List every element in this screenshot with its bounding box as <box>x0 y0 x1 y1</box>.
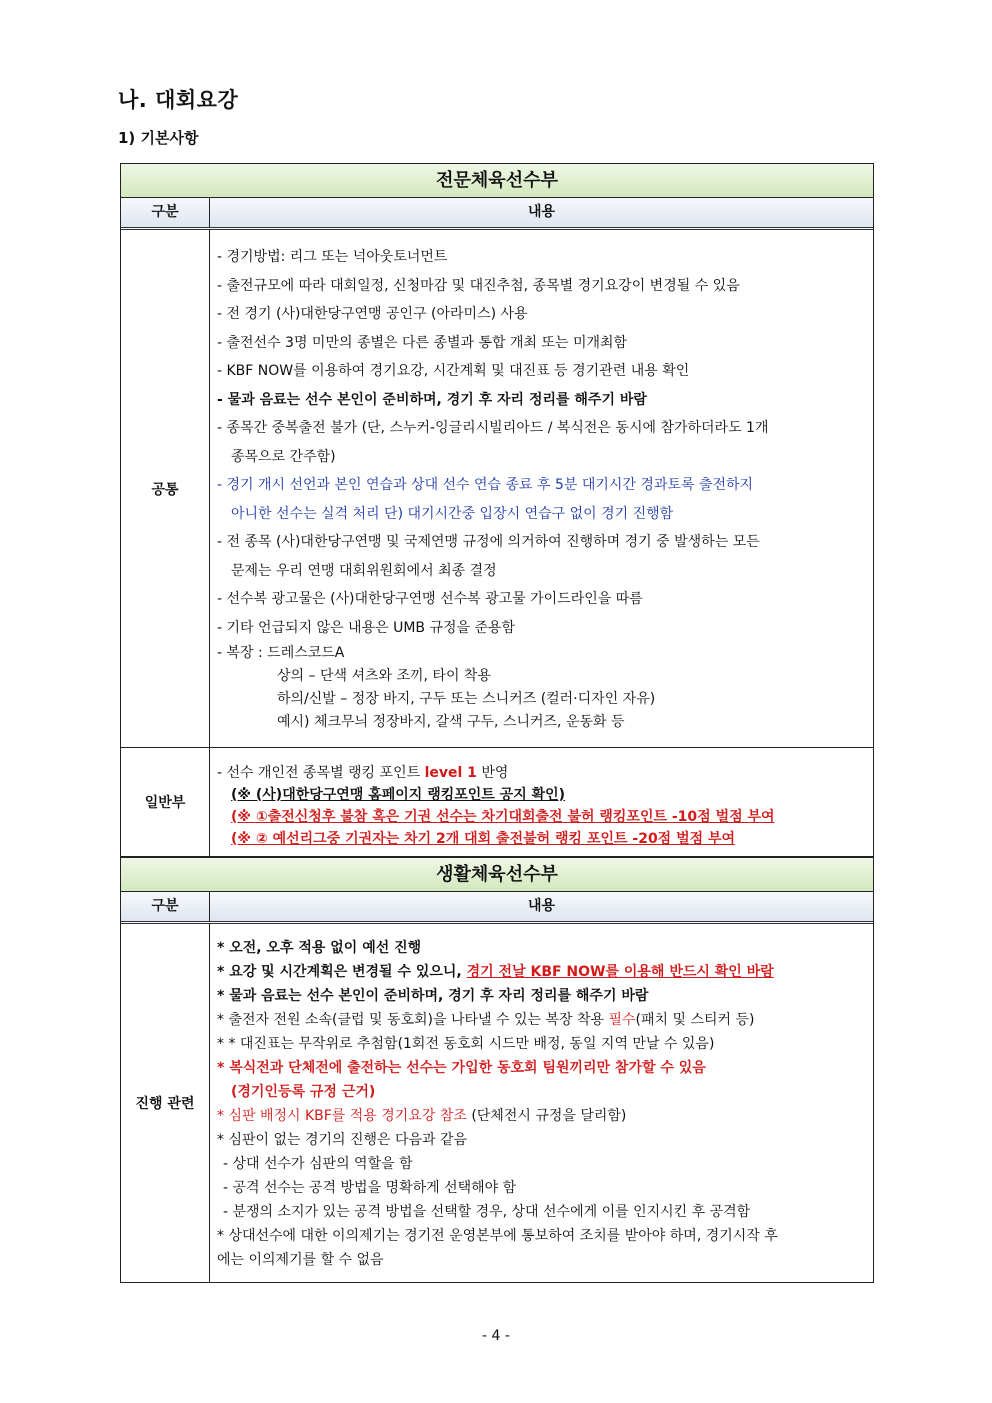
life-progress-label: 진행 관련 <box>121 924 210 1282</box>
pro-common-line: - 출전선수 3명 미만의 종별은 다른 종별과 통합 개최 또는 미개최함 <box>217 334 628 351</box>
life-line: * 상대선수에 대한 이의제기는 경기전 운영본부에 통보하여 조치를 받아야 하며, 경기시작 후 <box>217 1228 778 1244</box>
pro-division-title: 전문체육선수부 <box>121 164 873 198</box>
pro-common-line: - 선수복 광고물은 (사)대한당구연맹 선수복 광고물 가이드라인을 따름 <box>217 591 643 607</box>
rules-table <box>120 163 874 1283</box>
life-line <box>217 1008 869 1032</box>
life-line-highlight: 경기 전날 KBF NOW를 이용해 반드시 확인 바람 <box>466 964 774 980</box>
dress-code-block <box>217 642 869 734</box>
pro-general-row <box>121 748 873 857</box>
ranking-text: - 선수 개인전 종목별 랭킹 포인트 <box>217 765 425 781</box>
life-line-text-end: (패치 및 스티커 등) <box>635 1012 755 1028</box>
dress-code-line: - 복장 : 드레스코드A <box>217 645 345 661</box>
life-line: * 심판이 없는 경기의 진행은 다음과 같음 <box>217 1132 468 1148</box>
life-line: - 상대 선수가 심판의 역할을 함 <box>223 1156 413 1172</box>
life-progress-content <box>210 924 873 1282</box>
life-table-header <box>121 892 873 924</box>
pro-general-content <box>210 748 873 856</box>
dress-code-line: 하의/신발 – 정장 바지, 구두 또는 스니커즈 (컬러·디자인 자유) <box>277 691 656 707</box>
ranking-level: level 1 <box>424 765 477 781</box>
dress-code-line: 상의 – 단색 셔츠와 조끼, 타이 착용 <box>277 668 491 684</box>
life-line: * 복식전과 단체전에 출전하는 선수는 가입한 동호회 팀원끼리만 참가할 수 있음 <box>217 1060 706 1076</box>
life-line: (경기인등록 규정 근거) <box>231 1084 376 1100</box>
pro-common-line: 종목으로 간주함) <box>231 448 336 465</box>
ranking-line <box>217 762 869 784</box>
life-line-text: * 요강 및 시간계획은 변경될 수 있으니, <box>217 964 467 980</box>
pro-common-label: 공통 <box>121 230 210 747</box>
page-number: - 4 - <box>482 1328 510 1344</box>
pro-common-line: - 출전규모에 따라 대회일정, 신청마감 및 대진추첨, 종목별 경기요강이 변경될 수 있음 <box>217 277 740 294</box>
life-line: - 공격 선수는 공격 방법을 명확하게 선택해야 함 <box>223 1180 517 1196</box>
pro-common-line: - 경기 개시 선언과 본인 연습과 상대 선수 연습 종료 후 5분 대기시간 경과토록 출전하지 <box>217 477 754 493</box>
life-header-content: 내용 <box>527 898 556 914</box>
pro-common-line: - KBF NOW를 이용하여 경기요강, 시간계획 및 대진표 등 경기관련 내용 확인 <box>217 363 690 379</box>
life-line: 에는 이의제기를 할 수 없음 <box>217 1252 384 1268</box>
life-line: * 오전, 오후 적용 없이 예선 진행 <box>217 940 422 956</box>
pro-common-line: - 기타 언급되지 않은 내용은 UMB 규정을 준용함 <box>217 619 516 636</box>
pro-header-category: 구분 <box>121 198 210 227</box>
pro-common-line: 문제는 우리 연맹 대회위원회에서 최종 결정 <box>231 562 497 579</box>
pro-header-content: 내용 <box>527 204 556 220</box>
ranking-text-end: 반영 <box>476 765 509 781</box>
pro-common-line: - 전 경기 (사)대한당구연맹 공인구 (아라미스) 사용 <box>217 306 528 322</box>
subsection-heading: 1) 기본사항 <box>118 129 199 147</box>
life-line-highlight: 필수 <box>608 1012 636 1028</box>
pro-common-line: - 전 종목 (사)대한당구연맹 및 국제연맹 규정에 의거하여 진행하며 경기 중 발생하는 모든 <box>217 534 760 550</box>
life-line-text: * 출전자 전원 소속(클럽 및 동호회)을 나타낼 수 있는 복장 착용 <box>217 1012 609 1028</box>
life-line-text-end: (단체전시 규정을 달리함) <box>466 1108 627 1124</box>
pro-common-line: 아니한 선수는 실격 처리 단) 대기시간중 입장시 연습구 없이 경기 진행함 <box>231 505 674 522</box>
life-line-highlight: * 심판 배정시 KBF를 적용 경기요강 참조 <box>217 1108 467 1124</box>
life-line: * * 대진표는 무작위로 추첨함(1회전 동호회 시드만 배정, 동일 지역 만날 수 있음) <box>217 1036 715 1052</box>
penalty-line-1: (※ ①출전신청후 불참 혹은 기권 선수는 차기대회출전 불허 랭킹포인트 -10점 벌점 부여 <box>231 809 775 825</box>
life-line <box>217 960 869 984</box>
section-heading: 나. 대회요강 <box>118 88 239 112</box>
life-line: - 분쟁의 소지가 있는 공격 방법을 선택할 경우, 상대 선수에게 이를 인지시킨 후 공격함 <box>223 1204 751 1220</box>
life-header-category: 구분 <box>121 892 210 921</box>
pro-common-line: - 종목간 중복출전 불가 (단, 스누커-잉글리시빌리아드 / 복식전은 동시에 참가하더라도 1개 <box>217 420 769 436</box>
pro-table-header <box>121 198 873 230</box>
pro-common-line: - 경기방법: 리그 또는 넉아웃토너먼트 <box>217 249 448 265</box>
pro-general-label: 일반부 <box>121 748 210 856</box>
life-progress-row <box>121 924 873 1282</box>
penalty-line-2: (※ ② 예선리그중 기권자는 차기 2개 대회 출전불허 랭킹 포인트 -20점 벌점 부여 <box>231 831 736 847</box>
life-division-title: 생활체육선수부 <box>121 857 873 892</box>
life-line <box>217 1104 869 1128</box>
life-line: * 물과 음료는 선수 본인이 준비하며, 경기 후 자리 정리를 해주기 바람 <box>217 988 649 1004</box>
pro-common-content <box>210 230 873 747</box>
dress-code-line: 예시) 체크무늬 정장바지, 갈색 구두, 스니커즈, 운동화 등 <box>277 714 625 730</box>
pro-common-row <box>121 230 873 748</box>
ranking-notice-line: (※ (사)대한당구연맹 홈페이지 랭킹포인트 공지 확인) <box>231 787 566 803</box>
pro-common-line: - 물과 음료는 선수 본인이 준비하며, 경기 후 자리 정리를 해주기 바람 <box>217 391 647 408</box>
